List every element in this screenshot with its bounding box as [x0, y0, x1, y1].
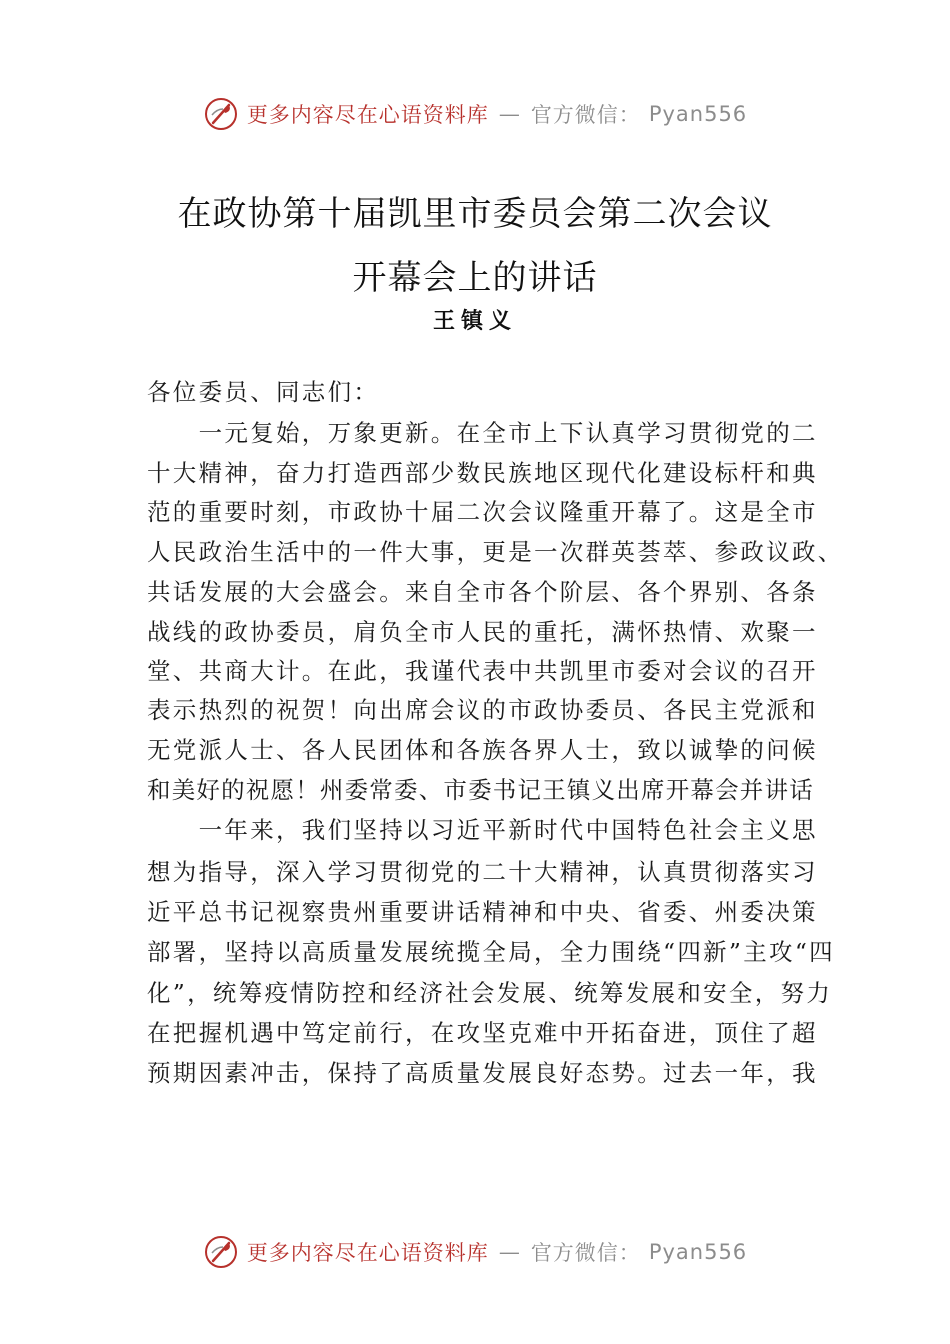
body-line: 化”，统筹疫情防控和经济社会发展、统筹发展和安全，努力 [147, 979, 833, 1007]
body-line: 各位委员、同志们： [147, 378, 380, 406]
banner-wechat-account: Pyan556 [648, 1240, 748, 1264]
body-line: 表示热烈的祝贺！向出席会议的市政协委员、各民主党派和 [147, 696, 818, 724]
body-line: 和美好的祝愿！州委常委、市委书记王镇义出席开幕会并讲话 [147, 776, 814, 804]
body-line: 战线的政协委员，肩负全市人民的重托，满怀热情、欢聚一 [147, 618, 818, 646]
banner-library-text: 更多内容尽在心语资料库 [246, 103, 489, 127]
body-line: 十大精神，奋力打造西部少数民族地区现代化建设标杆和典 [147, 459, 818, 487]
banner-wechat-account: Pyan556 [648, 102, 748, 126]
body-line: 无党派人士、各人民团体和各族各界人士，致以诚挚的问候 [147, 736, 818, 764]
body-line: 一元复始，万象更新。在全市上下认真学习贯彻党的二 [147, 419, 818, 447]
quill-pen-seal-icon [203, 96, 239, 132]
body-line: 人民政治生活中的一件大事，更是一次群英荟萃、参政议政、 [147, 538, 844, 566]
body-line: 近平总书记视察贵州重要讲话精神和中央、省委、州委决策 [147, 898, 818, 926]
body-line: 在把握机遇中笃定前行，在攻坚克难中开拓奋进，顶住了超 [147, 1019, 818, 1047]
header-banner [0, 92, 950, 136]
body-line: 部署，坚持以高质量发展统揽全局，全力围绕“四新”主攻“四 [147, 938, 835, 966]
quill-pen-seal-icon [203, 1234, 239, 1270]
banner-library-text: 更多内容尽在心语资料库 [246, 1241, 489, 1265]
banner-separator: — [498, 1240, 521, 1264]
body-line: 堂、共商大计。在此，我谨代表中共凯里市委对会议的召开 [147, 657, 818, 685]
body-line: 一年来，我们坚持以习近平新时代中国特色社会主义思 [147, 816, 818, 844]
body-line: 范的重要时刻，市政协十届二次会议隆重开幕了。这是全市 [147, 498, 818, 526]
banner-wechat-label: 官方微信： [530, 1241, 641, 1265]
body-line: 共话发展的大会盛会。来自全市各个阶层、各个界别、各条 [147, 578, 818, 606]
body-line: 想为指导，深入学习贯彻党的二十大精神，认真贯彻落实习 [147, 858, 818, 886]
document-title-line-2: 开幕会上的讲话 [352, 258, 598, 298]
footer-banner [0, 1230, 950, 1274]
document-title-line-1: 在政协第十届凯里市委员会第二次会议 [177, 194, 773, 234]
body-line: 预期因素冲击，保持了高质量发展良好态势。过去一年，我 [147, 1059, 818, 1087]
document-author: 王镇义 [432, 308, 517, 334]
banner-wechat-label: 官方微信： [530, 103, 641, 127]
banner-separator: — [498, 102, 521, 126]
